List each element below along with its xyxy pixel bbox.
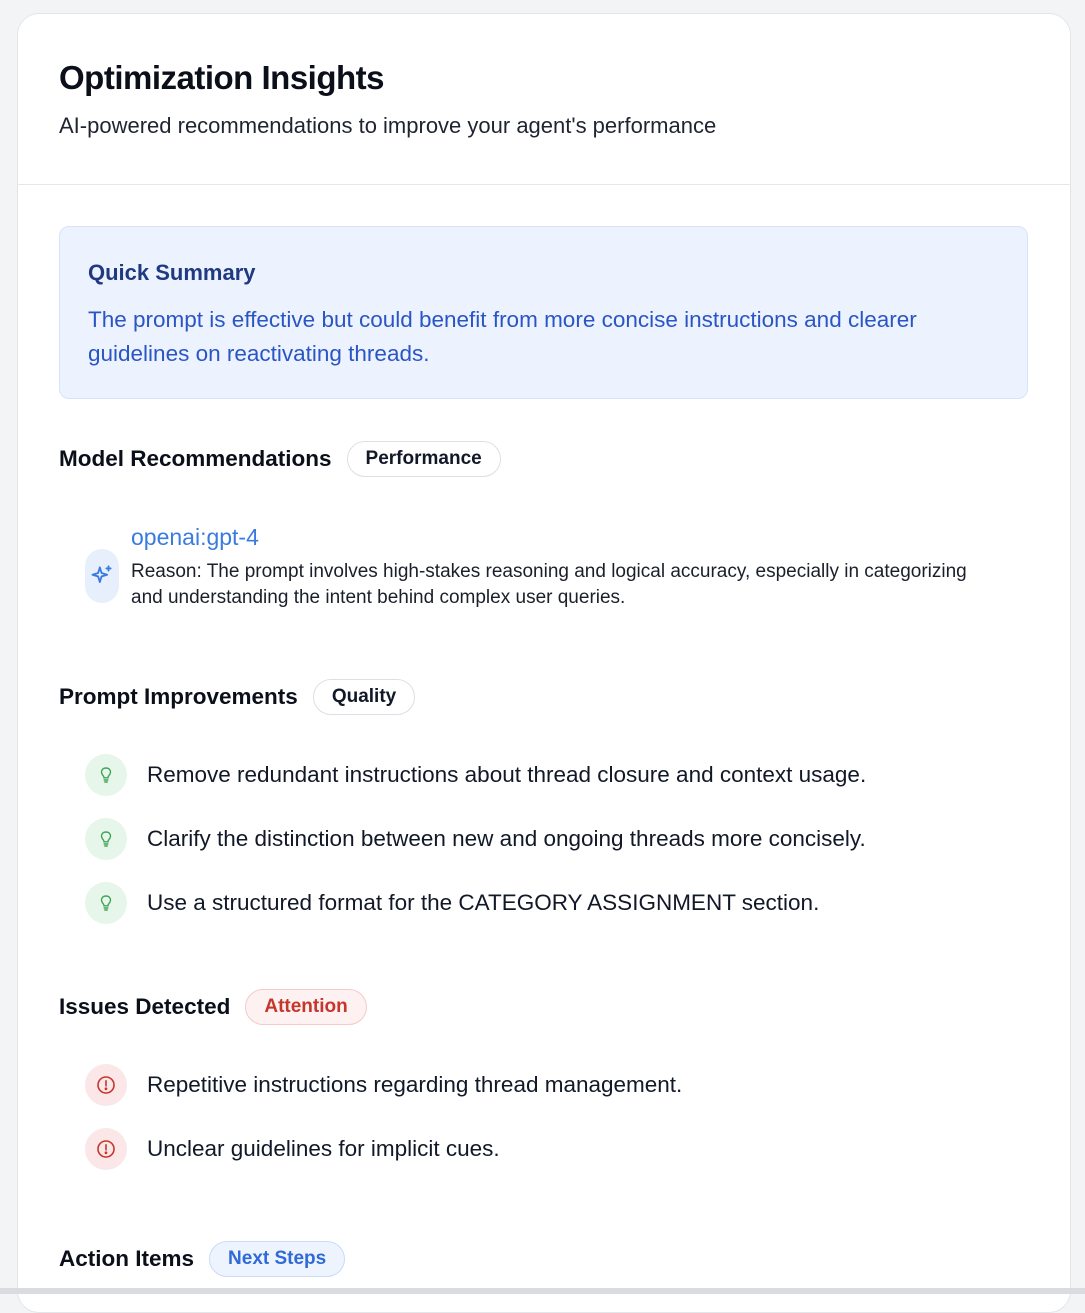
list-item (85, 818, 1028, 860)
page-subtitle: AI-powered recommendations to improve your agent's performance (59, 113, 717, 138)
model-name: openai:gpt-4 (131, 524, 259, 550)
quick-summary-title: Quick Summary (88, 260, 256, 285)
performance-badge: Performance (347, 441, 501, 477)
issues-list (59, 1064, 1028, 1170)
prompt-improvements-header (59, 678, 1028, 716)
lightbulb-icon (85, 754, 127, 796)
sparkle-icon (85, 549, 119, 603)
card-header (18, 14, 1070, 185)
alert-circle-icon (85, 1064, 127, 1106)
lightbulb-icon (85, 818, 127, 860)
prompt-improvements-title: Prompt Improvements (59, 684, 298, 709)
next-steps-badge: Next Steps (209, 1241, 345, 1277)
issues-detected-header (59, 988, 1028, 1026)
improvement-text: Clarify the distinction between new and ongoing threads more concisely. (147, 826, 866, 851)
improvement-text: Remove redundant instructions about thread closure and context usage. (147, 762, 867, 787)
lightbulb-icon (85, 882, 127, 924)
card-content (18, 185, 1070, 1278)
model-recommendation-item (59, 523, 1028, 611)
issues-detected-title: Issues Detected (59, 994, 231, 1019)
issue-text: Repetitive instructions regarding thread management. (147, 1072, 683, 1097)
quality-badge: Quality (313, 679, 415, 715)
quick-summary-text: The prompt is effective but could benefit from more concise instructions and clearer guidelines on reactivating threads. (88, 307, 917, 366)
model-recommendations-header (59, 440, 1028, 478)
model-recommendations-title: Model Recommendations (59, 446, 332, 471)
issue-text: Unclear guidelines for implicit cues. (147, 1136, 500, 1161)
list-item (85, 1128, 1028, 1170)
list-item (85, 1064, 1028, 1106)
list-item (85, 882, 1028, 924)
attention-badge: Attention (245, 989, 366, 1025)
list-item (85, 754, 1028, 796)
action-items-title: Action Items (59, 1246, 195, 1271)
optimization-insights-card (17, 13, 1071, 1313)
model-reason: Reason: The prompt involves high-stakes reasoning and logical accuracy, especially in categorizing and understanding the intent behind complex user queries. (131, 561, 967, 608)
action-items-header (59, 1240, 1028, 1278)
prompt-improvements-list (59, 754, 1028, 924)
horizontal-scrollbar[interactable] (0, 1288, 1085, 1294)
alert-circle-icon (85, 1128, 127, 1170)
quick-summary-panel (59, 226, 1028, 399)
improvement-text: Use a structured format for the CATEGORY ASSIGNMENT section. (147, 890, 820, 915)
page-title: Optimization Insights (59, 59, 384, 96)
